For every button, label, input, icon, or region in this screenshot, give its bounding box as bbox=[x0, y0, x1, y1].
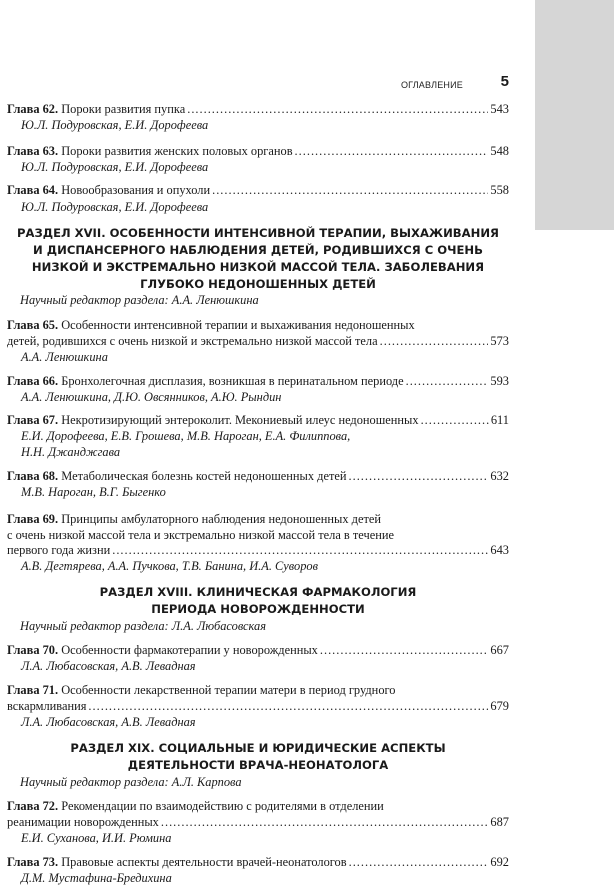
toc-entry-ch72-line1[interactable] bbox=[7, 799, 509, 814]
chapter-title: Метаболическая болезнь костей недоношенных детей bbox=[61, 469, 347, 483]
chapter-authors: М.В. Нароган, В.Г. Быгенко bbox=[21, 485, 166, 499]
section-heading-line: РАЗДЕЛ XVII. ОСОБЕННОСТИ ИНТЕНСИВНОЙ ТЕРАПИИ, ВЫХАЖИВАНИЯ bbox=[17, 226, 499, 240]
chapter-title: Пороки развития пупка bbox=[61, 102, 186, 116]
chapter-title: Принципы амбулаторного наблюдения недоношенных детей bbox=[61, 512, 382, 526]
chapter-authors: Д.М. Мустафина-Бредихина bbox=[21, 871, 172, 885]
toc-entry-ch73[interactable] bbox=[7, 855, 509, 870]
dot-leader bbox=[295, 144, 489, 159]
chapter-title: Рекомендации по взаимодействию с родителями в отделении bbox=[61, 799, 384, 813]
chapter-authors: Е.И. Суханова, И.И. Рюмина bbox=[21, 831, 172, 845]
page-ref: 692 bbox=[490, 855, 509, 869]
chapter-title: первого года жизни bbox=[7, 543, 111, 557]
dot-leader bbox=[112, 543, 488, 558]
chapter-title: Бронхолегочная дисплазия, возникшая в перинатальном периоде bbox=[61, 374, 404, 388]
chapter-label: Глава 67. bbox=[7, 413, 59, 427]
running-title: ОГЛАВЛЕНИЕ bbox=[400, 80, 463, 90]
toc-entry-ch65[interactable] bbox=[7, 334, 509, 349]
chapter-title: Особенности лекарственной терапии матери в период грудного bbox=[61, 683, 396, 697]
section-editor: Научный редактор раздела: А.А. Ленюшкина bbox=[20, 293, 259, 307]
chapter-authors: Н.Н. Джанджгава bbox=[21, 445, 121, 459]
toc-entry-ch71[interactable] bbox=[7, 699, 509, 714]
page-ref: 687 bbox=[490, 815, 509, 829]
chapter-title: детей, родившихся с очень низкой и экстремально низкой массой тела bbox=[7, 334, 378, 348]
chapter-label: Глава 66. bbox=[7, 374, 59, 388]
chapter-authors: Ю.Л. Подуровская, Е.И. Дорофеева bbox=[21, 160, 209, 174]
dot-leader bbox=[187, 102, 488, 117]
chapter-authors: Е.И. Дорофеева, Е.В. Грошева, М.В. Нароган, Е.А. Филиппова, bbox=[21, 429, 351, 443]
chapter-title: Некротизирующий энтероколит. Мекониевый илеус недоношенных bbox=[61, 413, 419, 427]
toc-entry-ch67[interactable] bbox=[7, 413, 509, 428]
chapter-label: Глава 69. bbox=[7, 512, 59, 526]
toc-entry-ch68[interactable] bbox=[7, 469, 509, 484]
page-ref: 611 bbox=[490, 413, 509, 427]
chapter-title: Новообразования и опухоли bbox=[61, 183, 211, 197]
chapter-title: Пороки развития женских половых органов bbox=[61, 144, 293, 158]
chapter-label: Глава 70. bbox=[7, 643, 59, 657]
chapter-label: Глава 73. bbox=[7, 855, 59, 869]
dot-leader bbox=[406, 374, 489, 389]
chapter-authors: Л.А. Любасовская, А.В. Левадная bbox=[21, 659, 196, 673]
dot-leader bbox=[349, 855, 489, 870]
toc-entry-ch63[interactable] bbox=[7, 144, 509, 159]
page-ref: 593 bbox=[490, 374, 509, 388]
page-ref: 632 bbox=[490, 469, 509, 483]
chapter-label: Глава 64. bbox=[7, 183, 59, 197]
toc-entry-ch71-line1[interactable] bbox=[7, 683, 509, 698]
section-heading-line: РАЗДЕЛ XIX. СОЦИАЛЬНЫЕ И ЮРИДИЧЕСКИЕ АСПЕКТЫ bbox=[70, 741, 446, 755]
page-ref: 573 bbox=[490, 334, 509, 348]
page-ref: 667 bbox=[490, 643, 509, 657]
toc-entry-ch69[interactable] bbox=[7, 543, 509, 558]
toc-entry-ch66[interactable] bbox=[7, 374, 509, 389]
dot-leader bbox=[88, 699, 488, 714]
chapter-label: Глава 63. bbox=[7, 144, 59, 158]
chapter-authors: А.А. Ленюшкина, Д.Ю. Овсянников, А.Ю. Рындин bbox=[21, 390, 282, 404]
section-heading-line: НИЗКОЙ И ЭКСТРЕМАЛЬНО НИЗКОЙ МАССОЙ ТЕЛА. ЗАБОЛЕВАНИЯ bbox=[31, 260, 485, 274]
chapter-label: Глава 68. bbox=[7, 469, 59, 483]
page-number: 5 bbox=[500, 73, 509, 90]
chapter-label: Глава 71. bbox=[7, 683, 59, 697]
chapter-authors: А.А. Ленюшкина bbox=[21, 350, 108, 364]
dot-leader bbox=[161, 815, 489, 830]
chapter-label: Глава 62. bbox=[7, 102, 59, 116]
section-heading-line: ГЛУБОКО НЕДОНОШЕННЫХ ДЕТЕЙ bbox=[140, 277, 376, 291]
section-editor: Научный редактор раздела: Л.А. Любасовская bbox=[20, 619, 266, 633]
chapter-authors: Л.А. Любасовская, А.В. Левадная bbox=[21, 715, 196, 729]
chapter-authors: А.В. Дегтярева, А.А. Пучкова, Т.В. Банина, И.А. Суворов bbox=[21, 559, 318, 573]
toc-entry-ch65-line1[interactable] bbox=[7, 318, 509, 333]
dot-leader bbox=[421, 413, 489, 428]
section-heading-line: ДЕЯТЕЛЬНОСТИ ВРАЧА-НЕОНАТОЛОГА bbox=[127, 758, 389, 772]
chapter-title: реанимации новорожденных bbox=[7, 815, 159, 829]
chapter-title: с очень низкой массой тела и экстремально низкой массой тела в течение bbox=[7, 528, 394, 542]
toc-entry-ch69-line1[interactable] bbox=[7, 512, 509, 527]
page-ref: 558 bbox=[490, 183, 509, 197]
page-ref: 548 bbox=[490, 144, 509, 158]
page-ref: 679 bbox=[490, 699, 509, 713]
chapter-label: Глава 65. bbox=[7, 318, 59, 332]
dot-leader bbox=[212, 183, 488, 198]
toc-entry-ch62[interactable] bbox=[7, 102, 509, 117]
chapter-authors: Ю.Л. Подуровская, Е.И. Дорофеева bbox=[21, 200, 209, 214]
section-heading-line: ПЕРИОДА НОВОРОЖДЕННОСТИ bbox=[151, 602, 365, 616]
section-editor: Научный редактор раздела: А.Л. Карпова bbox=[20, 775, 242, 789]
dot-leader bbox=[380, 334, 489, 349]
section-heading-line: РАЗДЕЛ XVIII. КЛИНИЧЕСКАЯ ФАРМАКОЛОГИЯ bbox=[99, 585, 417, 599]
toc-entry-ch72[interactable] bbox=[7, 815, 509, 830]
chapter-title: Особенности фармакотерапии у новорожденных bbox=[61, 643, 318, 657]
chapter-label: Глава 72. bbox=[7, 799, 59, 813]
toc-entry-ch64[interactable] bbox=[7, 183, 509, 198]
dot-leader bbox=[320, 643, 489, 658]
chapter-title: Правовые аспекты деятельности врачей-неонатологов bbox=[61, 855, 347, 869]
dot-leader bbox=[349, 469, 489, 484]
chapter-authors: Ю.Л. Подуровская, Е.И. Дорофеева bbox=[21, 118, 209, 132]
page-ref: 643 bbox=[490, 543, 509, 557]
chapter-title: вскармливания bbox=[7, 699, 87, 713]
toc-entry-ch70[interactable] bbox=[7, 643, 509, 658]
chapter-title: Особенности интенсивной терапии и выхаживания недоношенных bbox=[61, 318, 415, 332]
section-heading-line: И ДИСПАНСЕРНОГО НАБЛЮДЕНИЯ ДЕТЕЙ, РОДИВШИХСЯ С ОЧЕНЬ bbox=[33, 243, 483, 257]
toc-entry-ch69-line2[interactable] bbox=[7, 528, 509, 543]
page-ref: 543 bbox=[490, 102, 509, 116]
